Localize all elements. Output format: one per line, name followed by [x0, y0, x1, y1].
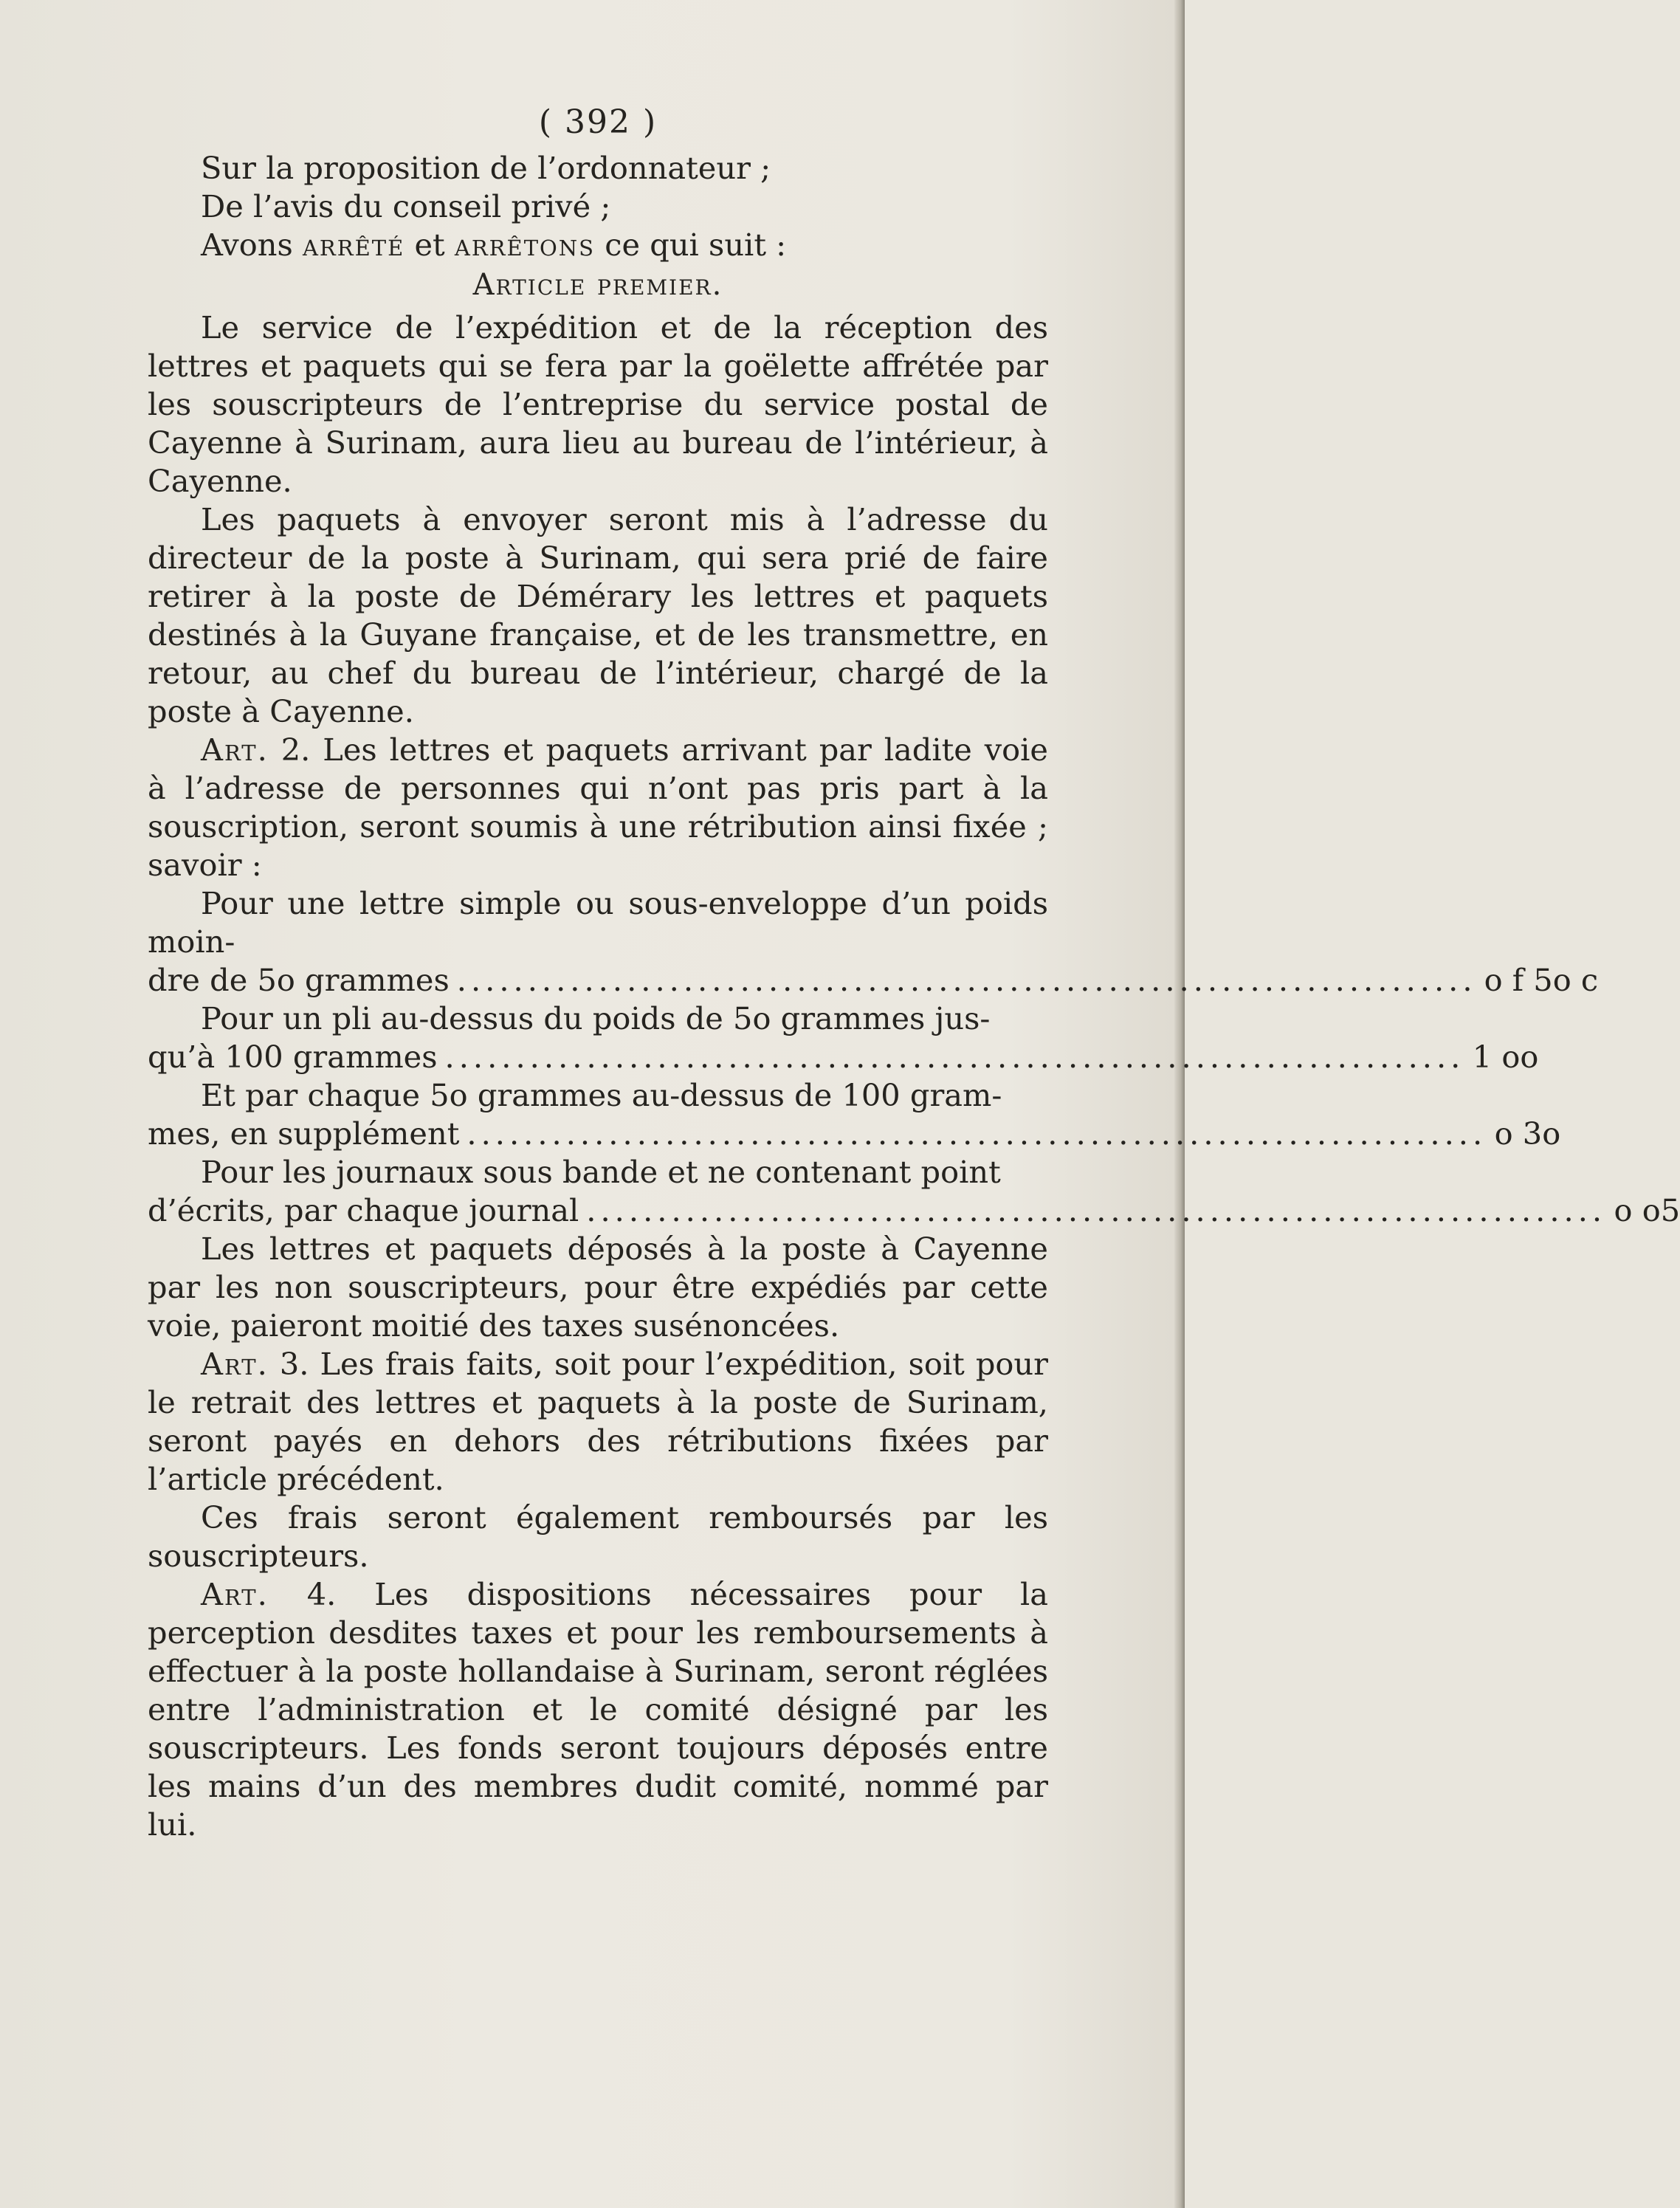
decree-line — [148, 226, 1048, 264]
tariff-line-1: Et par chaque 5o grammes au-dessus de 100 gram- — [201, 1077, 1002, 1113]
tariff-item — [148, 1076, 1561, 1153]
article-heading: Article premier. — [472, 268, 723, 302]
decree-prefix: Avons — [201, 227, 293, 263]
decree-word-arretons: arrêtons — [454, 227, 596, 263]
preamble-line-1: Sur la proposition de l’ordonnateur ; — [201, 150, 771, 186]
preamble-line-2: De l’avis du conseil privé ; — [201, 188, 611, 224]
article3-number: 3. — [279, 1346, 309, 1382]
article1-paragraph-2: Les paquets à envoyer seront mis à l’adresse du directeur de la poste à Surinam, qui sera prié de faire retirer à la poste de Démérary les lettres et paquets destinés à la Guyane française, et de les transmettre, en retour, au chef du bureau de l’intérieur, chargé de la poste à Cayenne. — [148, 501, 1048, 729]
tariff-value: o o5 — [1614, 1192, 1680, 1228]
article2-label: Art. — [201, 732, 269, 768]
tariff-line-1: Pour une lettre simple ou sous-enveloppe d’un poids moin- — [148, 885, 1048, 960]
tariff-line-2 — [148, 1115, 1561, 1153]
decree-middle: et — [414, 227, 445, 263]
tariff-label: mes, en supplément — [148, 1115, 460, 1152]
article3-paragraph — [148, 1345, 1048, 1499]
leader-dots: ........................................................................ — [444, 1039, 1465, 1075]
tariff-list — [148, 884, 1680, 1230]
article4-paragraph — [148, 1575, 1048, 1844]
article3-label: Art. — [201, 1346, 269, 1382]
article2-closing-paragraph: Les lettres et paquets déposés à la poste à Cayenne par les non souscripteurs, pour être expédiés par cette voie, paieront moitié des taxes susénoncées. — [148, 1231, 1048, 1344]
tariff-value: 1 oo — [1472, 1039, 1539, 1075]
tariff-item — [148, 884, 1599, 1000]
text-column — [148, 103, 1680, 1844]
tariff-line-2 — [148, 1191, 1680, 1230]
page-number: ( 392 ) — [538, 103, 658, 141]
tariff-label: qu’à 100 grammes — [148, 1039, 438, 1075]
article1-paragraph-1: Le service de l’expédition et de la réception des lettres et paquets qui se fera par la goëlette affrétée par les souscripteurs de l’entreprise du service postal de Cayenne à Surinam, aura lieu au bureau de l’intérieur, à Cayenne. — [148, 309, 1048, 499]
article2-number: 2. — [280, 732, 311, 768]
tariff-label: d’écrits, par chaque journal — [148, 1192, 579, 1228]
tariff-label: dre de 5o grammes — [148, 962, 450, 998]
article4-number: 4. — [306, 1576, 337, 1612]
leader-dots: ........................................................................ — [467, 1115, 1487, 1152]
tariff-line-1: Pour les journaux sous bande et ne contenant point — [201, 1154, 1001, 1190]
tariff-line-1: Pour un pli au-dessus du poids de 5o grammes jus- — [201, 1000, 991, 1036]
article4-label: Art. — [201, 1576, 269, 1612]
article4-text: Les dispositions nécessaires pour la perception desdites taxes et pour les remboursements à effectuer à la poste hollandaise à Surinam, seront réglées entre l’administration et le comité désigné par les souscripteurs. Les fonds seront toujours déposés entre les mains d’un des membres dudit comité, nommé par lui. — [148, 1576, 1048, 1843]
article3-closing-paragraph: Ces frais seront également remboursés par les souscripteurs. — [148, 1499, 1048, 1574]
tariff-value: o f 5o c — [1484, 962, 1599, 998]
decree-word-arrete: arrêté — [302, 227, 405, 263]
decree-suffix: ce qui suit : — [605, 227, 787, 263]
article2-text: Les lettres et paquets arrivant par ladite voie à l’adresse de personnes qui n’ont pas pris part à la souscription, seront soumis à une rétribution ainsi fixée ; savoir : — [148, 732, 1048, 883]
leader-dots: ........................................................................ — [456, 962, 1477, 998]
article3-text: Les frais faits, soit pour l’expédition, soit pour le retrait des lettres et paquets à la poste de Surinam, seront payés en dehors des rétributions fixées par l’article précédent. — [148, 1346, 1048, 1497]
tariff-line-2 — [148, 1038, 1539, 1076]
tariff-value: o 3o — [1494, 1115, 1561, 1152]
tariff-item — [148, 1000, 1539, 1076]
leader-dots: ........................................................................ — [586, 1192, 1607, 1228]
tariff-line-2 — [148, 961, 1599, 1000]
article2-paragraph — [148, 731, 1048, 884]
tariff-item — [148, 1153, 1680, 1230]
page-edge-shadow — [1174, 0, 1185, 2208]
